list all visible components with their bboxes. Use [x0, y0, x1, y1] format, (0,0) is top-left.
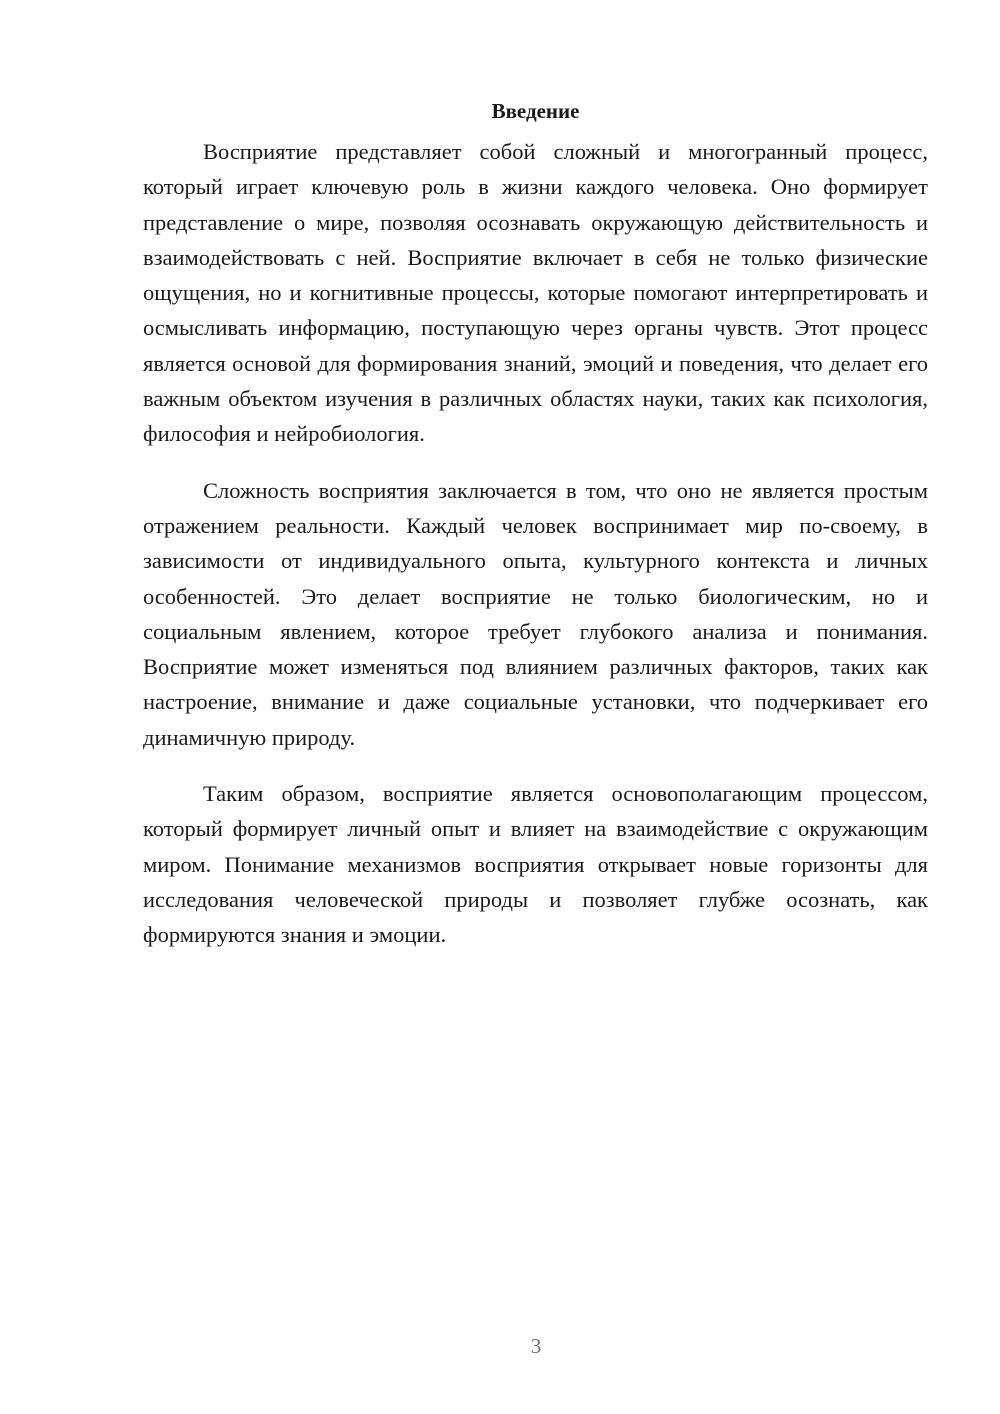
page-content [143, 96, 928, 974]
page-number: 3 [530, 1334, 542, 1358]
paragraph-1: Восприятие представляет собой сложный и многогранный процесс, который играет ключевую роль в жизни каждого человека. Оно формирует представление о мире, позволяя осознавать окружающую действительность и взаимодействовать с ней. Восприятие включает в себя не только физические ощущения, но и когнитивные процессы, которые помогают интерпретировать и осмысливать информацию, поступающую через органы чувств. Этот процесс является основой для формирования знаний, эмоций и поведения, что делает его важным объектом изучения в различных областях науки, таких как психология, философия и нейробиология. [143, 139, 928, 447]
paragraph-2: Сложность восприятия заключается в том, что оно не является простым отражением реальности. Каждый человек воспринимает мир по-своему, в зависимости от индивидуального опыта, культурного контекста и личных особенностей. Это делает восприятие не только биологическим, но и социальным явлением, которое требует глубокого анализа и понимания. Восприятие может изменяться под влиянием различных факторов, таких как настроение, внимание и даже социальные установки, что подчеркивает его динамичную природу. [143, 477, 928, 750]
paragraph-3: Таким образом, восприятие является основополагающим процессом, который формирует личный опыт и влияет на взаимодействие с окружающим миром. Понимание механизмов восприятия открывает новые горизонты для исследования человеческой природы и позволяет глубже осознать, как формируются знания и эмоции. [143, 781, 928, 948]
section-title: Введение [491, 99, 580, 123]
